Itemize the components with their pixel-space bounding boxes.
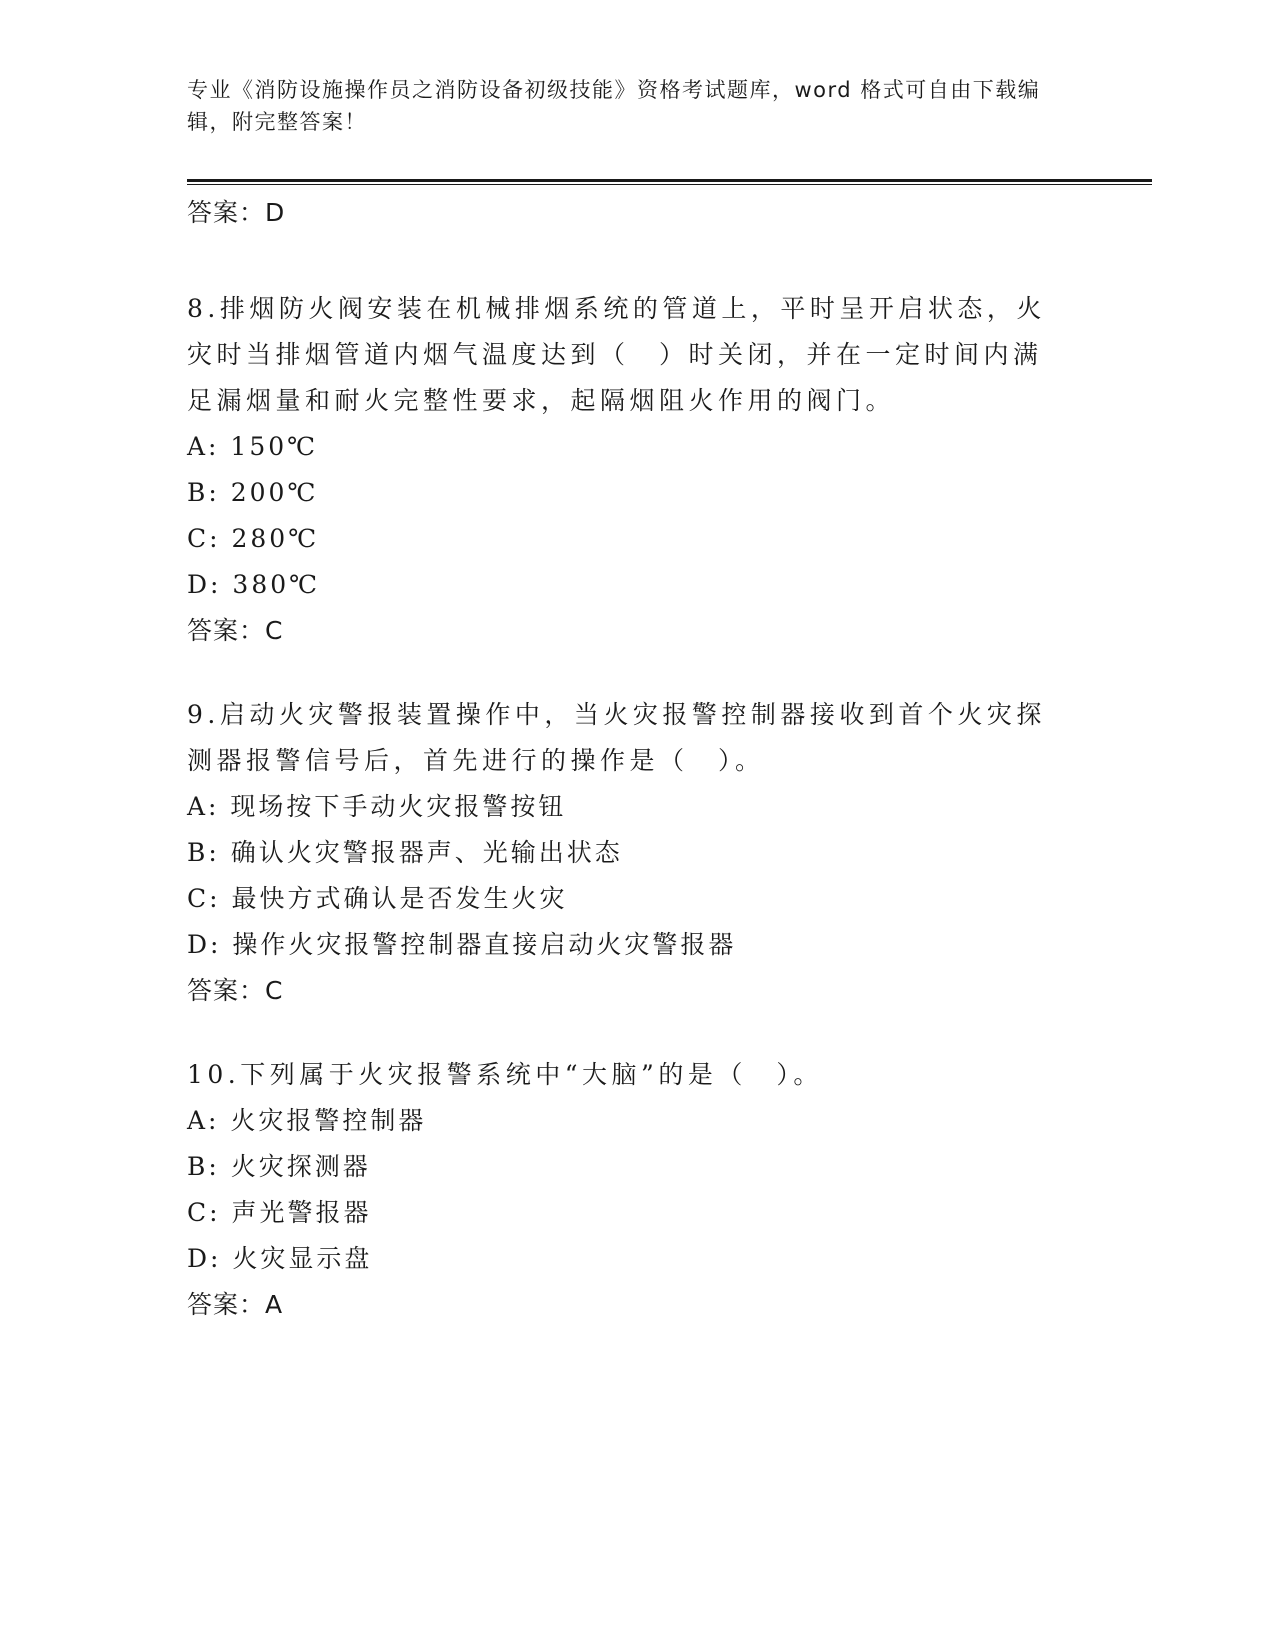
option-c: C: 声光警报器 <box>187 1198 372 1227</box>
document-header: 专业《消防设施操作员之消防设备初级技能》资格考试题库，word 格式可自由下载编辑，附完整答案！ <box>187 78 1041 134</box>
question-answer: 答案：A <box>187 1290 284 1319</box>
option-a: A: 火灾报警控制器 <box>187 1106 427 1135</box>
header-divider-thick <box>187 179 1152 182</box>
option-b: B: 确认火灾警报器声、光输出状态 <box>187 838 623 867</box>
option-c: C: 最快方式确认是否发生火灾 <box>187 884 568 913</box>
option-b: B: 火灾探测器 <box>187 1152 371 1181</box>
option-a: A: 现场按下手动火灾报警按钮 <box>187 792 567 821</box>
question-10 <box>187 1052 1067 1328</box>
option-d: D: 火灾显示盘 <box>187 1244 373 1273</box>
option-a: A: 150℃ <box>187 432 319 461</box>
question-stem: 10.下列属于火灾报警系统中“大脑”的是（ ）。 <box>187 1060 823 1089</box>
question-list <box>187 190 1067 1328</box>
question-stem: 8.排烟防火阀安装在机械排烟系统的管道上，平时呈开启状态，火灾时当排烟管道内烟气温度达到（ ）时关闭，并在一定时间内满足漏烟量和耐火完整性要求，起隔烟阻火作用的阀门。 <box>187 294 1046 415</box>
previous-question-answer: 答案：D <box>187 198 286 227</box>
question-stem: 9.启动火灾警报装置操作中，当火灾报警控制器接收到首个火灾探测器报警信号后，首先进行的操作是（ ）。 <box>187 700 1046 775</box>
option-b: B: 200℃ <box>187 478 319 507</box>
question-answer: 答案：C <box>187 616 284 645</box>
option-d: D: 380℃ <box>187 570 321 599</box>
question-answer: 答案：C <box>187 976 284 1005</box>
header-divider-thin <box>187 184 1152 185</box>
question-8 <box>187 286 1067 654</box>
question-9 <box>187 692 1067 1014</box>
option-d: D: 操作火灾报警控制器直接启动火灾警报器 <box>187 930 737 959</box>
option-c: C: 280℃ <box>187 524 320 553</box>
